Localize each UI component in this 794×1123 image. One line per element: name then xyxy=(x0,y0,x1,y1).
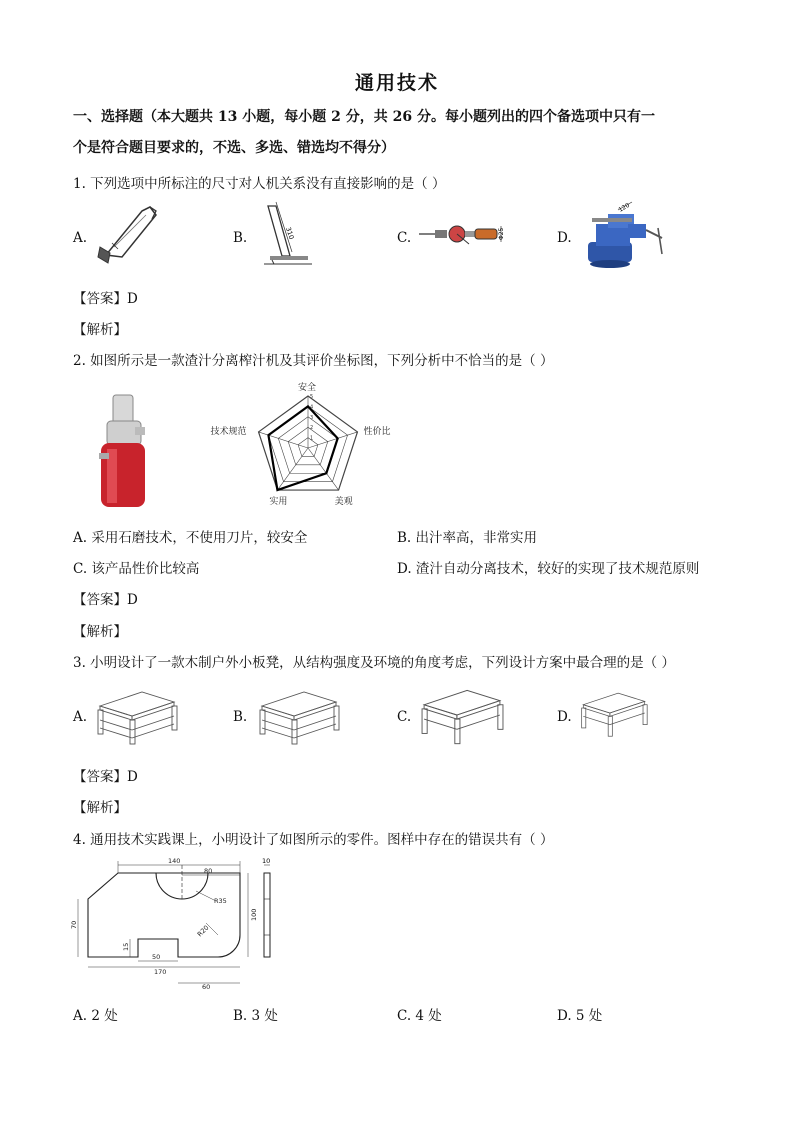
q4-dim-r20: R20 xyxy=(195,923,211,939)
stool-top-edge xyxy=(424,705,457,719)
stool-leg xyxy=(260,710,265,734)
stool-top xyxy=(583,693,644,713)
q1-figure-a-hand-saw xyxy=(94,197,164,269)
q3-figure-b-stool xyxy=(258,684,340,748)
q4-dim-r35: R35 xyxy=(214,897,227,905)
radar-axis-label: 实用 xyxy=(269,497,288,508)
q3-answer: 【答案】D xyxy=(73,769,138,785)
q1-option-a-label[interactable]: A. xyxy=(73,230,88,246)
stool-top xyxy=(100,692,174,716)
stool-leg xyxy=(130,720,135,744)
radar-axis-label: 性价比 xyxy=(363,426,391,437)
stool-leg xyxy=(98,710,103,734)
q4-dim-10: 10 xyxy=(262,857,271,865)
q4-dim-60: 60 xyxy=(202,983,211,991)
stool-top-edge xyxy=(294,702,336,720)
q1-answer: 【答案】D xyxy=(73,291,138,307)
radar-axis-label: 安全 xyxy=(298,383,317,393)
stool-top-edge xyxy=(262,706,294,720)
radar-tick-label: 4 xyxy=(310,404,314,411)
q1-analysis: 【解析】 xyxy=(73,322,127,338)
stool-top-edge xyxy=(100,706,132,720)
q1-fig-c-dim-label: Φ25 xyxy=(498,227,505,240)
stool-rail xyxy=(294,724,336,738)
q4-option-c[interactable]: C. 4 处 xyxy=(397,1008,442,1024)
radar-tick-label: 2 xyxy=(310,425,314,432)
q2-juicer-image xyxy=(93,393,155,511)
q1-option-b-label[interactable]: B. xyxy=(233,230,248,246)
stool-top-edge xyxy=(583,705,610,717)
q1-figure-d-bench-vise xyxy=(582,198,668,272)
q3-figure-d-stool xyxy=(580,686,648,740)
q1-figure-b-pedal xyxy=(262,200,314,272)
q2-stem: 2. 如图所示是一款渣汁分离榨汁机及其评价坐标图，下列分析中不恰当的是（ ） xyxy=(73,353,554,369)
stool-rail xyxy=(100,720,132,730)
stool-leg xyxy=(172,706,177,730)
stool-leg xyxy=(422,709,427,734)
q4-option-a[interactable]: A. 2 处 xyxy=(73,1008,118,1024)
stool-leg xyxy=(582,708,586,728)
q3-option-b-label[interactable]: B. xyxy=(233,709,248,725)
q3-option-d-label[interactable]: D. xyxy=(557,709,572,725)
q2-option-c[interactable]: C. 该产品性价比较高 xyxy=(73,561,200,577)
q1-option-c-label[interactable]: C. xyxy=(397,230,412,246)
stool-rail xyxy=(424,719,457,729)
stool-leg xyxy=(608,716,612,736)
q3-option-a-label[interactable]: A. xyxy=(73,709,88,725)
stool-top-edge xyxy=(132,702,174,720)
q4-dim-70: 70 xyxy=(70,920,78,929)
q2-answer: 【答案】D xyxy=(73,592,138,608)
q4-dim-170: 170 xyxy=(154,968,167,976)
q4-stem: 4. 通用技术实践课上，小明设计了如图所示的零件。图样中存在的错误共有（ ） xyxy=(73,832,554,848)
q2-option-a[interactable]: A. 采用石磨技术，不使用刀片，较安全 xyxy=(73,530,308,546)
q2-analysis: 【解析】 xyxy=(73,624,127,640)
stool-rail xyxy=(100,728,132,738)
radar-value-polygon xyxy=(268,406,337,490)
stool-leg xyxy=(643,705,647,725)
q2-radar-chart xyxy=(200,380,410,515)
stool-top-edge xyxy=(610,701,645,716)
stool-leg xyxy=(455,719,460,744)
q1-figure-c-hand-drill xyxy=(417,220,517,254)
q1-fig-d-dim-label: 120 xyxy=(617,201,631,214)
q1-option-d-label[interactable]: D. xyxy=(557,230,572,246)
stool-rail xyxy=(132,724,174,738)
stool-rail xyxy=(262,728,294,738)
q4-part-drawing xyxy=(70,855,290,995)
q4-dim-140: 140 xyxy=(168,857,181,865)
q4-dim-100: 100 xyxy=(250,908,258,921)
q2-option-b[interactable]: B. 出汁率高，非常实用 xyxy=(397,530,538,546)
radar-axis-line xyxy=(259,432,308,448)
page-title: 通用技术 xyxy=(354,72,439,94)
stool-rail xyxy=(583,716,610,724)
q2-option-d[interactable]: D. 渣汁自动分离技术，较好的实现了技术规范原则 xyxy=(397,561,700,577)
q3-analysis: 【解析】 xyxy=(73,800,127,816)
stool-top xyxy=(262,692,336,716)
stool-top-edge xyxy=(457,701,500,719)
radar-axis-label: 美观 xyxy=(334,497,353,508)
q3-figure-c-stool xyxy=(420,682,504,748)
section-heading-line1: 一、选择题（本大题共 13 小题，每小题 2 分，共 26 分。每小题列出的四个备选项中只有一 xyxy=(73,109,655,125)
q4-option-d[interactable]: D. 5 处 xyxy=(557,1008,603,1024)
stool-leg xyxy=(292,720,297,744)
stool-leg xyxy=(334,706,339,730)
q3-stem: 3. 小明设计了一款木制户外小板凳，从结构强度及环境的角度考虑，下列设计方案中最合理的是（ ） xyxy=(73,655,675,671)
stool-leg xyxy=(498,705,503,730)
radar-tick-label: 5 xyxy=(310,394,314,400)
q3-option-c-label[interactable]: C. xyxy=(397,709,412,725)
q4-dim-50: 50 xyxy=(152,953,161,961)
q1-fig-b-dim-label: 310 xyxy=(284,226,296,241)
radar-tick-label: 3 xyxy=(310,414,314,421)
q1-stem: 1. 下列选项中所标注的尺寸对人机关系没有直接影响的是（ ） xyxy=(73,176,446,192)
stool-top xyxy=(424,690,500,715)
q4-dim-80: 80 xyxy=(204,867,213,875)
section-heading-line2: 个是符合题目要求的，不选、多选、错选均不得分） xyxy=(73,140,395,156)
stool-rail xyxy=(262,720,294,730)
radar-axis-label: 技术规范 xyxy=(210,426,247,437)
radar-tick-label: 1 xyxy=(310,435,314,442)
q4-option-b[interactable]: B. 3 处 xyxy=(233,1008,278,1024)
q3-figure-a-stool xyxy=(96,684,178,748)
q4-dim-15: 15 xyxy=(122,942,130,951)
radar-axis-line xyxy=(308,448,339,490)
